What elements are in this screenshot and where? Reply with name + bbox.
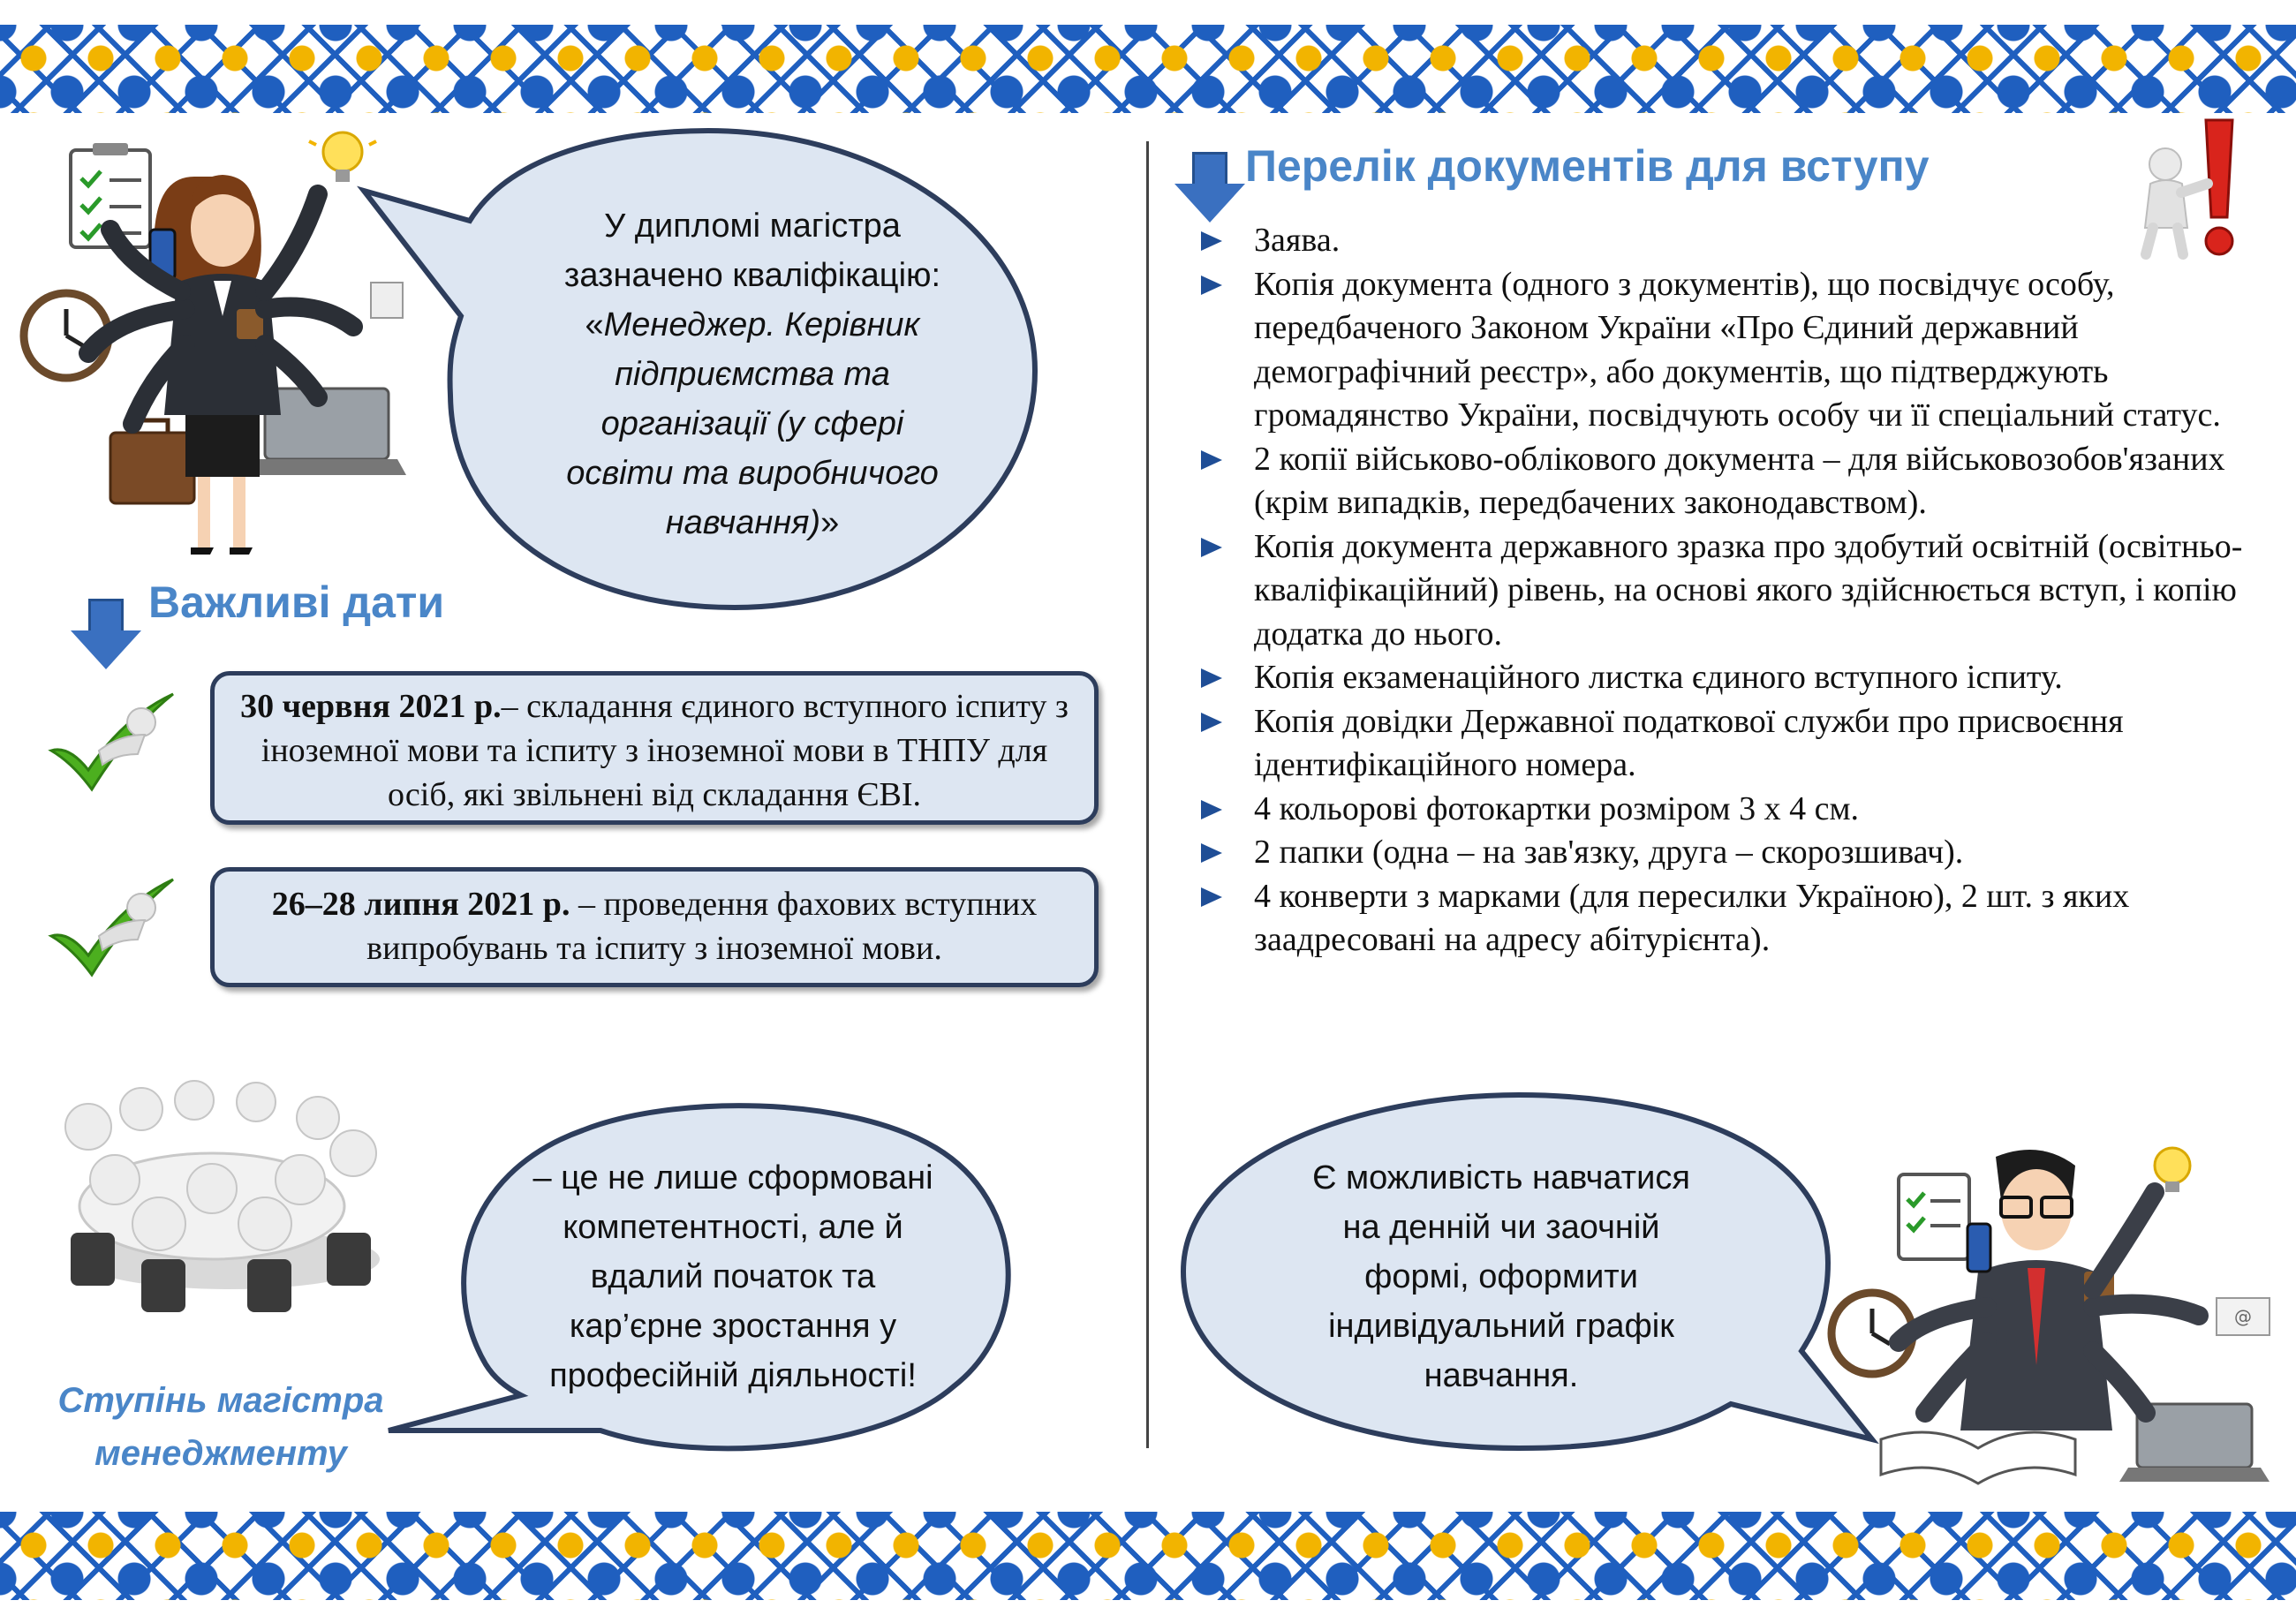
list-item: 4 кольорові фотокартки розміром 3 х 4 см. (1201, 788, 2261, 832)
column-divider (1146, 141, 1149, 1448)
qualification-line-2: підприємства та (615, 356, 890, 393)
list-item: 2 копії військово-облікового документа – для військовозобов'язаних (крім випадків, передбачених законодавством). (1201, 438, 2261, 525)
competence-line-3: вдалий початок та (590, 1258, 876, 1295)
competence-speech-bubble (389, 1095, 1042, 1466)
diploma-speech-bubble (364, 131, 1053, 615)
competence-line-5: професійній діяльності! (549, 1357, 917, 1394)
bullet-icon (1201, 538, 1222, 557)
study-line-5: навчання. (1424, 1357, 1579, 1394)
qualification-line-3: організації (у сфері (600, 405, 904, 442)
bullet-icon (1201, 713, 1222, 732)
list-item: Заява. (1201, 219, 2261, 263)
quote-open: « (585, 306, 604, 343)
qualification-line-5: навчання) (665, 504, 821, 541)
caption-line-2: менеджменту (94, 1434, 347, 1473)
quote-close: » (820, 504, 840, 541)
study-line-2: на денній чи заочній (1342, 1209, 1660, 1246)
down-arrow-icon (71, 599, 141, 671)
important-dates-heading: Важливі дати (148, 577, 445, 627)
businessman-illustration (1819, 1139, 2278, 1492)
bullet-icon (1201, 276, 1222, 295)
diploma-line-1: У дипломі магістра (604, 208, 901, 245)
svg-text:@: @ (2234, 1306, 2252, 1327)
date-2-text: – проведення фахових вступних випробувань та іспиту з іноземної мови. (366, 886, 1038, 967)
date-1: 30 червня 2021 р. (240, 688, 502, 725)
checkmark-figure-icon (44, 874, 177, 980)
bullet-icon (1201, 887, 1222, 907)
list-item: 4 конверти з марками (для пересилки Україною), 2 шт. з яких заадресовані на адресу абітурієнта). (1201, 875, 2261, 962)
businesswoman-illustration (18, 124, 406, 565)
bullet-icon (1201, 668, 1222, 688)
checklist-icon (1899, 1174, 1969, 1259)
list-item: Копія документа державного зразка про здобутий освітній (освітньо-кваліфікаційний) рівень, на основі якого здійснюється вступ, і копію додатка до нього. (1201, 525, 2261, 657)
email-icon (2217, 1298, 2270, 1335)
bottom-ornament-border (0, 1512, 2296, 1600)
checkmark-figure-icon (44, 689, 177, 795)
list-item: Копія довідки Державної податкової служби про присвоєння ідентифікаційного номера. (1201, 700, 2261, 788)
list-item: Копія документа (одного з документів), що посвідчує особу, передбаченого Законом України «Про Єдиний державний демографічний реєстр», або документів, що підтверджують громадянство України, посвідчують особу чи її спеціальний статус. (1201, 263, 2261, 438)
list-item: 2 папки (одна – на зав'язку, друга – скорозшивач). (1201, 831, 2261, 875)
study-form-speech-bubble (1166, 1095, 1890, 1466)
top-ornament-border (0, 25, 2296, 113)
masters-degree-caption (35, 1374, 406, 1480)
caption-line-1: Ступінь магістра (57, 1381, 384, 1420)
competence-line-4: кар’єрне зростання у (569, 1308, 897, 1345)
down-arrow-icon (1174, 152, 1245, 224)
documents-heading: Перелік документів для вступу (1245, 141, 1930, 191)
date-box-2 (210, 867, 1099, 987)
bullet-icon (1201, 231, 1222, 251)
qualification-line-1: Менеджер. Керівник (603, 306, 920, 343)
bullet-icon (1201, 800, 1222, 819)
bullet-icon (1201, 843, 1222, 863)
competence-line-1: – це не лише сформовані (532, 1159, 933, 1196)
briefcase-icon (110, 420, 194, 503)
date-1-text: – складання єдиного вступного іспиту з іноземної мови та іспиту з іноземної мови в ТНПУ для осіб, які звільнені від складання ЄВІ. (261, 688, 1069, 813)
study-line-4: індивідуальний графік (1328, 1308, 1674, 1345)
book-icon (1881, 1432, 2075, 1483)
list-item: Копія екзаменаційного листка єдиного вступного іспиту. (1201, 656, 2261, 700)
date-box-1 (210, 671, 1099, 825)
bullet-icon (1201, 450, 1222, 470)
study-line-3: формі, оформити (1364, 1258, 1638, 1295)
competence-line-2: компетентності, але й (563, 1209, 903, 1246)
diploma-line-2: зазначено кваліфікацію: (563, 257, 941, 294)
study-line-1: Є можливість навчатися (1312, 1159, 1690, 1196)
documents-list (1201, 219, 2261, 962)
date-2: 26–28 липня 2021 р. (271, 886, 570, 923)
team-meeting-illustration (35, 1056, 406, 1347)
qualification-line-4: освіти та виробничого (566, 455, 939, 492)
